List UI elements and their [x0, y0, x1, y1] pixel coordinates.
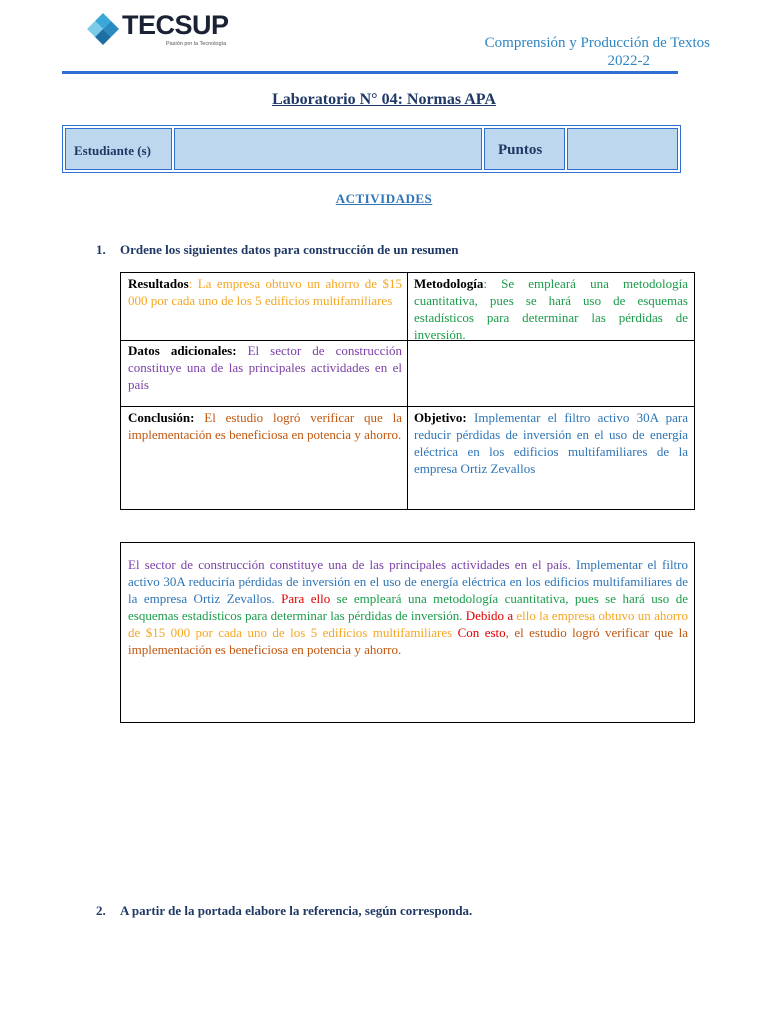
resultados-label: Resultados [128, 276, 189, 291]
datos-label: Datos adicionales: [128, 343, 237, 358]
grid-vertical-divider [407, 273, 408, 509]
datos-text: El sector de construcción constituye una de las principales actividades en el país [128, 343, 403, 392]
question-1-text: Ordene los siguientes datos para construcción de un resumen [120, 242, 459, 257]
question-2-number: 2. [96, 903, 106, 918]
summary-paragraph [128, 556, 688, 658]
datos-adicionales-cell [128, 342, 402, 393]
summary-answer-box [120, 542, 695, 723]
resultados-cell [128, 275, 402, 309]
points-label: Puntos [498, 142, 543, 158]
grid-row-divider-2 [121, 406, 694, 407]
resultados-text: La empresa obtuvo un ahorro de $15 000 por cada uno de los 5 edificios multifamiliares [128, 276, 402, 308]
summary-sentence-datos: El sector de construcción constituye una de las principales actividades en el país. [128, 557, 571, 572]
connector-con-esto: Con esto [457, 625, 506, 640]
resultados-colon: : [188, 276, 193, 291]
conclusion-label: Conclusión: [128, 410, 195, 425]
summary-data-table [120, 272, 695, 510]
summary-sentence-metodologia: se empleará una metodología cuantitativa, pues se hará uso de esquemas estadísticos para determinar las pérdidas de inversión. [128, 591, 689, 623]
header-divider [62, 71, 678, 74]
connector-debido-a: Debido a [465, 608, 514, 623]
question-1 [96, 242, 459, 258]
tecsup-logo [86, 10, 236, 50]
summary-sentence-conclusion: , el estudio logró verificar que la implementación es beneficiosa en potencia y ahorro. [128, 625, 688, 657]
course-year: 2022-2 [607, 53, 650, 69]
summary-sentence-resultados: ello la empresa obtuvo un ahorro de $15 000 por cada uno de los 5 edificios multifamiliares [128, 608, 688, 640]
logo-text: TECSUP [122, 10, 229, 40]
lab-title: Laboratorio N° 04: Normas APA [272, 91, 496, 108]
activities-heading: ACTIVIDADES [335, 191, 433, 206]
conclusion-cell [128, 409, 402, 443]
course-title: Comprensión y Producción de Textos [484, 35, 710, 51]
points-label-cell [484, 128, 565, 170]
question-2 [96, 903, 472, 919]
student-label: Estudiante (s) [74, 143, 151, 158]
student-table [62, 125, 681, 173]
metodologia-label: Metodología [414, 276, 484, 291]
connector-para-ello: Para ello [281, 591, 331, 606]
question-1-number: 1. [96, 242, 106, 257]
logo-mark-icon [86, 12, 120, 46]
objetivo-text: Implementar el filtro activo 30A para reducir pérdidas de inversión en el uso de energía eléctrica en los edificios multifamiliares de la empresa Ortiz Zevallos [414, 410, 688, 476]
logo-tagline: Pasión por la Tecnología [166, 41, 227, 47]
question-2-text: A partir de la portada elabore la referencia, según corresponda. [120, 903, 473, 918]
metodologia-cell [414, 275, 688, 343]
metodologia-text: Se empleará una metodología cuantitativa, pues se hará uso de esquemas estadísticos para determinar las pérdidas de inversión. [414, 276, 689, 342]
summary-sentence-objetivo: Implementar el filtro activo 30A reduciría pérdidas de inversión en el uso de energía eléctrica en los edificios multifamiliares de la empresa Ortiz Zevallos. [128, 557, 688, 606]
student-label-cell [65, 128, 172, 170]
objetivo-label: Objetivo: [414, 410, 467, 425]
student-value-field[interactable] [174, 128, 482, 170]
metodologia-colon: : [483, 276, 487, 291]
conclusion-text: El estudio logró verificar que la implementación es beneficiosa en potencia y ahorro. [128, 410, 402, 442]
points-value-field[interactable] [567, 128, 678, 170]
objetivo-cell [414, 409, 688, 477]
